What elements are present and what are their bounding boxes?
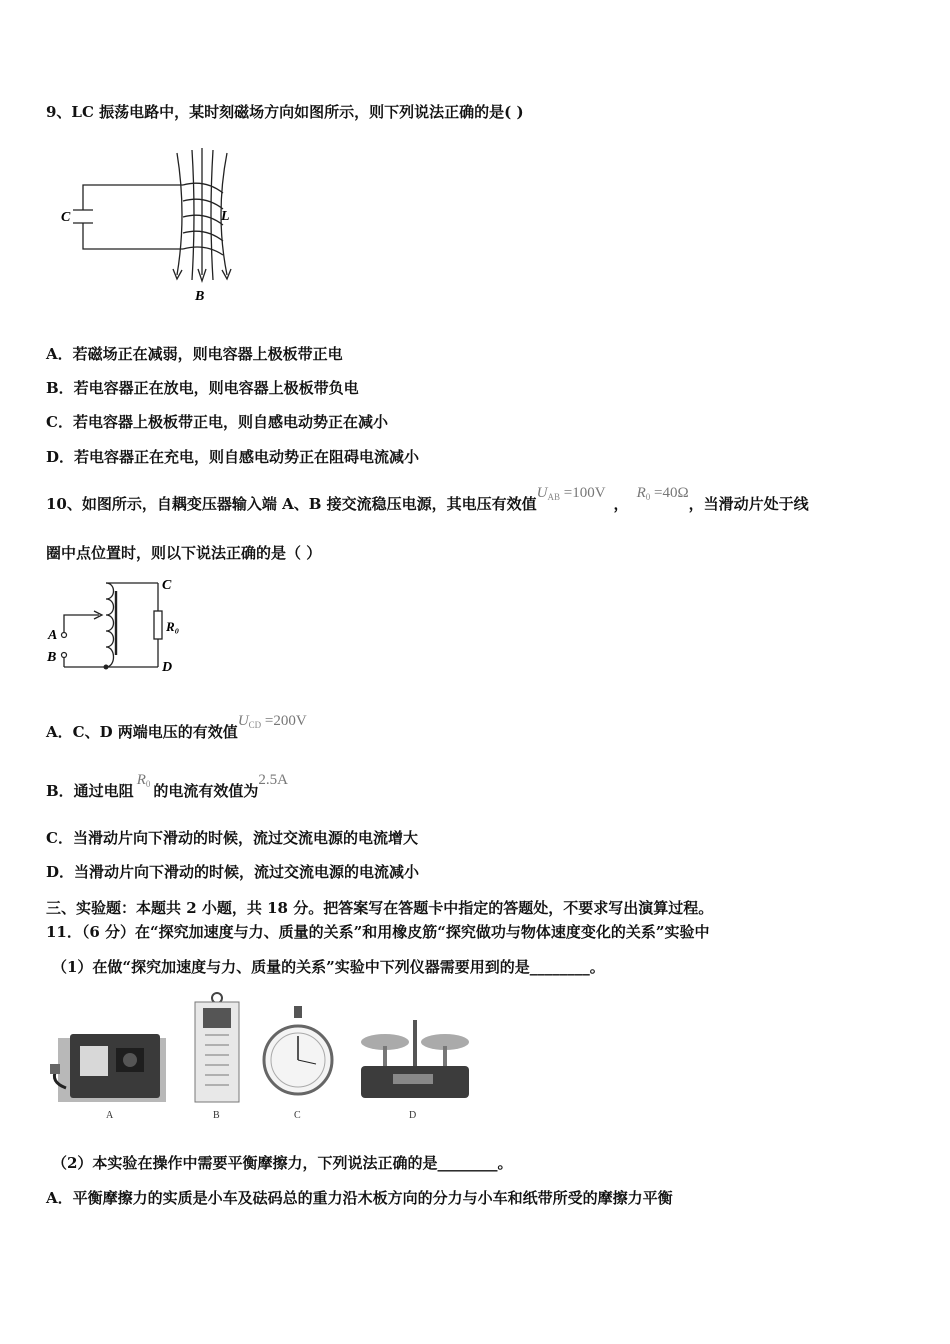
caption-b: B (213, 1110, 220, 1121)
q9-option-b: B．若电容器正在放电，则电容器上极板带负电 (46, 379, 359, 397)
label-b-terminal: B (47, 650, 57, 665)
label-c-terminal: C (162, 578, 172, 593)
instrument-d-balance (355, 990, 475, 1120)
instrument-c-stopwatch (258, 990, 338, 1120)
label-b: B (195, 289, 205, 304)
q10-stem-part1: 10、如图所示，自耦变压器输入端 A、B 接交流稳压电源，其电压有效值 (46, 495, 537, 513)
q10-option-c: C．当滑动片向下滑动的时候，流过交流电源的电流增大 (46, 829, 418, 847)
label-a: A (48, 628, 58, 643)
q9-option-d: D．若电容器正在充电，则自感电动势正在阻碍电流减小 (46, 448, 420, 466)
q11-option-a: A．平衡摩擦力的实质是小车及砝码总的重力沿木板方向的分力与小车和纸带所受的摩擦力平衡 (46, 1189, 673, 1207)
q10-stem-line2: 圈中点位置时，则以下说法正确的是（ ） (46, 544, 322, 562)
label-r0: R₀ (166, 619, 180, 634)
q10-option-a: A．C、D 两端电压的有效值$U_{CD} =200V$ (46, 713, 307, 741)
current-value: 2.5A (258, 772, 288, 788)
caption-a: A (106, 1110, 114, 1121)
q9-option-c: C．若电容器上极板带正电，则自感电动势正在减小 (46, 413, 388, 431)
q10-option-b: B．通过电阻$R_0$ 的电流有效值为2.5A (46, 772, 288, 800)
q9-option-a: A．若磁场正在减弱，则电容器上极板带正电 (46, 345, 343, 363)
q10-stem-part2: ，当滑动片处于线 (688, 495, 809, 513)
label-c: C (61, 210, 71, 225)
q11-stem: 11．（6 分）在“探究加速度与力、质量的关系”和用橡皮筋“探究做功与物体速度变化的关系”实验中 (46, 923, 710, 941)
q11-sub1: （1）在做“探究加速度与力、质量的关系”实验中下列仪器需要用到的是________。 (52, 958, 605, 976)
u-cd-formula: $U_{CD} =200V$ (237, 713, 307, 730)
q9-stem: 9、LC 振荡电路中，某时刻磁场方向如图所示，则下列说法正确的是( ) (46, 103, 524, 121)
section-3-heading: 三、实验题：本题共 2 小题，共 18 分。把答案写在答题卡中指定的答题处，不要求写出演算过程。 (46, 899, 714, 917)
caption-d: D (409, 1110, 417, 1121)
u-ab-formula: $U_{AB} =100V$ (536, 485, 606, 502)
instrument-b-spring-scale (187, 990, 247, 1120)
instrument-a-ticker-timer (48, 990, 168, 1120)
lc-circuit-figure (55, 145, 255, 315)
r0-formula: $R_0 =40\Omega$ (636, 485, 689, 502)
q10-stem-line1: 10、如图所示，自耦变压器输入端 A、B 接交流稳压电源，其电压有效值$U_{AB} =100V$，$R_0 =40\Omega$，当滑动片处于线 (46, 485, 809, 513)
r0-symbol: $R_0$ (136, 772, 151, 789)
q10-option-d: D．当滑动片向下滑动的时候，流过交流电源的电流减小 (46, 863, 420, 881)
q11-sub2: （2）本实验在操作中需要平衡摩擦力，下列说法正确的是________。 (52, 1154, 513, 1172)
label-d: D (162, 660, 173, 675)
autotransformer-figure (44, 575, 214, 685)
label-l: L (221, 209, 230, 224)
caption-c: C (294, 1110, 301, 1121)
